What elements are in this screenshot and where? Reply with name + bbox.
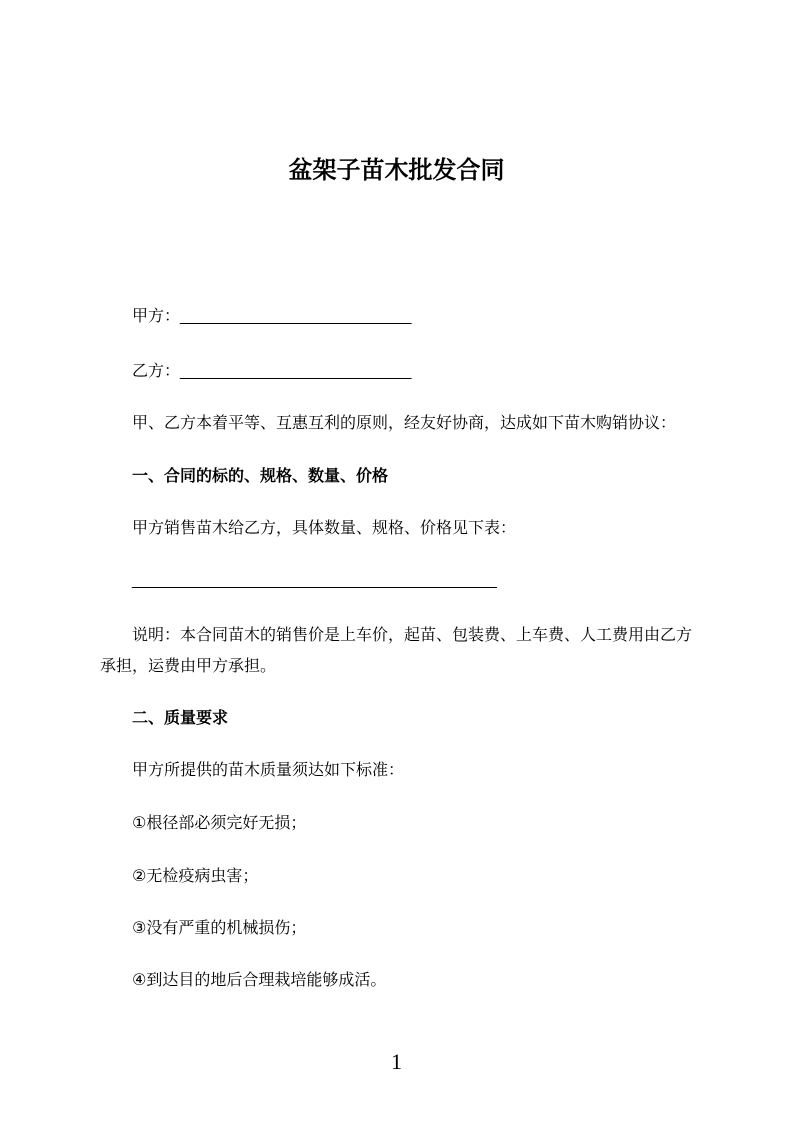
party-a-blank-line: __________________________	[180, 308, 412, 325]
quality-item-3: ③没有严重的机械损伤；	[132, 920, 307, 937]
party-a-label: 甲方：	[132, 308, 181, 325]
page-number: 1	[391, 1049, 402, 1074]
section-2-text: 甲方所提供的苗木质量须达如下标准：	[132, 762, 405, 779]
price-note-paragraph: 说明：本合同苗木的销售价是上车价，起苗、包装费、上车费、人工费用由乙方承担，运费由甲方承担。	[100, 627, 693, 675]
contract-title: 盆架子苗木批发合同	[288, 157, 505, 185]
section-1-heading: 一、合同的标的、规格、数量、价格	[132, 468, 389, 485]
party-a-line	[100, 301, 693, 332]
party-b-line	[100, 356, 693, 387]
quality-item-2: ②无检疫病虫害；	[132, 868, 259, 885]
intro-paragraph: 甲、乙方本着平等、互惠互利的原则，经友好协商，达成如下苗木购销协议：	[132, 415, 677, 432]
section-1-text: 甲方销售苗木给乙方，具体数量、规格、价格见下表：	[132, 520, 517, 537]
party-b-blank-line: __________________________	[180, 363, 412, 380]
quality-item-4: ④到达目的地后合理栽培能够成活。	[132, 972, 387, 989]
party-b-label: 乙方：	[132, 363, 181, 380]
quality-item-1: ①根径部必须完好无损；	[132, 815, 307, 832]
table-blank-line: _________________________________________	[132, 572, 497, 589]
section-2-heading: 二、质量要求	[132, 710, 229, 727]
